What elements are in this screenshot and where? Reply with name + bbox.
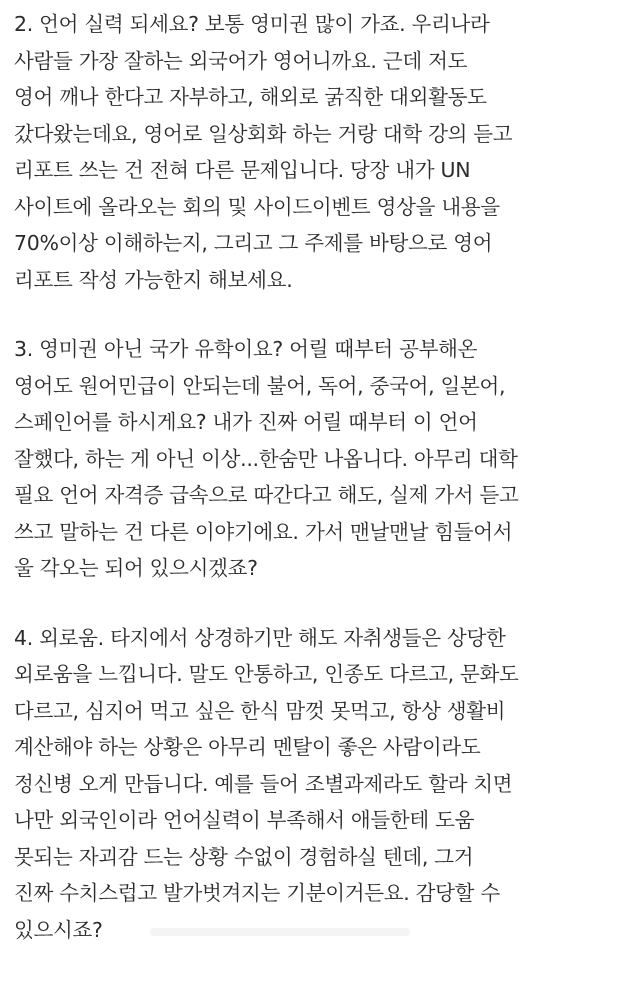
post-body [14,6,634,981]
text-line: 2. 언어 실력 되세요? 보통 영미권 많이 가죠. 우리나라 [14,12,490,36]
paragraph-loneliness [14,620,634,949]
text-line: 쓰고 말하는 건 다른 이야기에요. 가서 맨날맨날 힘들어서 [14,519,513,544]
text-line: 못되는 자괴감 드는 상황 수없이 경험하실 텐데, 그거 [14,844,474,869]
text-line: 다르고, 심지어 먹고 싶은 한식 맘껏 못먹고, 항상 생활비 [14,698,506,723]
text-line: 스페인어를 하시게요? 내가 진짜 어릴 때부터 이 언어 [14,410,478,434]
cut-off-text-fade [150,928,410,936]
text-line: 외로움을 느낍니다. 말도 안통하고, 인종도 다르고, 문화도 [14,662,519,686]
text-line: 정신병 오게 만듭니다. 예를 들어 조별과제라도 할라 치면 [14,771,513,796]
text-line: 갔다왔는데요, 영어로 일상회화 하는 거랑 대학 강의 듣고 [14,121,513,146]
text-line: 4. 외로움. 타지에서 상경하기만 해도 자취생들은 상당한 [14,625,506,650]
text-line: 있으시죠? [14,917,103,942]
text-line: 3. 영미권 아닌 국가 유학이요? 어릴 때부터 공부해온 [14,337,478,361]
text-line: 사람들 가장 잘하는 외국어가 영어니까요. 근데 저도 [14,48,468,73]
text-line: 영어도 원어민급이 안되는데 불어, 독어, 중국어, 일본어, [14,373,506,398]
text-line: 사이트에 올라오는 회의 및 사이드이벤트 영상을 내용을 [14,194,500,219]
text-line: 계산해야 하는 상황은 아무리 멘탈이 좋은 사람이라도 [14,735,481,759]
text-line: 리포트 작성 가능한지 해보세요. [14,267,293,292]
text-line: 영어 깨나 한다고 자부하고, 해외로 굵직한 대외활동도 [14,85,487,109]
paragraph-language-skill [14,6,634,298]
paragraph-non-english-country [14,331,634,587]
text-line: 나만 외국인이라 언어실력이 부족해서 애들한테 도움 [14,808,475,832]
text-line: 70%이상 이해하는지, 그리고 그 주제를 바탕으로 영어 [14,231,493,255]
text-line: 잘했다, 하는 게 아닌 이상...한숨만 나옵니다. 아무리 대학 [14,446,518,471]
text-line: 리포트 쓰는 건 전혀 다른 문제입니다. 당장 내가 UN [14,158,471,182]
text-line: 진짜 수치스럽고 발가벗겨지는 기분이거든요. 감당할 수 [14,881,500,905]
text-line: 울 각오는 되어 있으시겠죠? [14,556,258,580]
text-line: 필요 언어 자격증 급속으로 따간다고 해도, 실제 가서 듣고 [14,483,519,507]
